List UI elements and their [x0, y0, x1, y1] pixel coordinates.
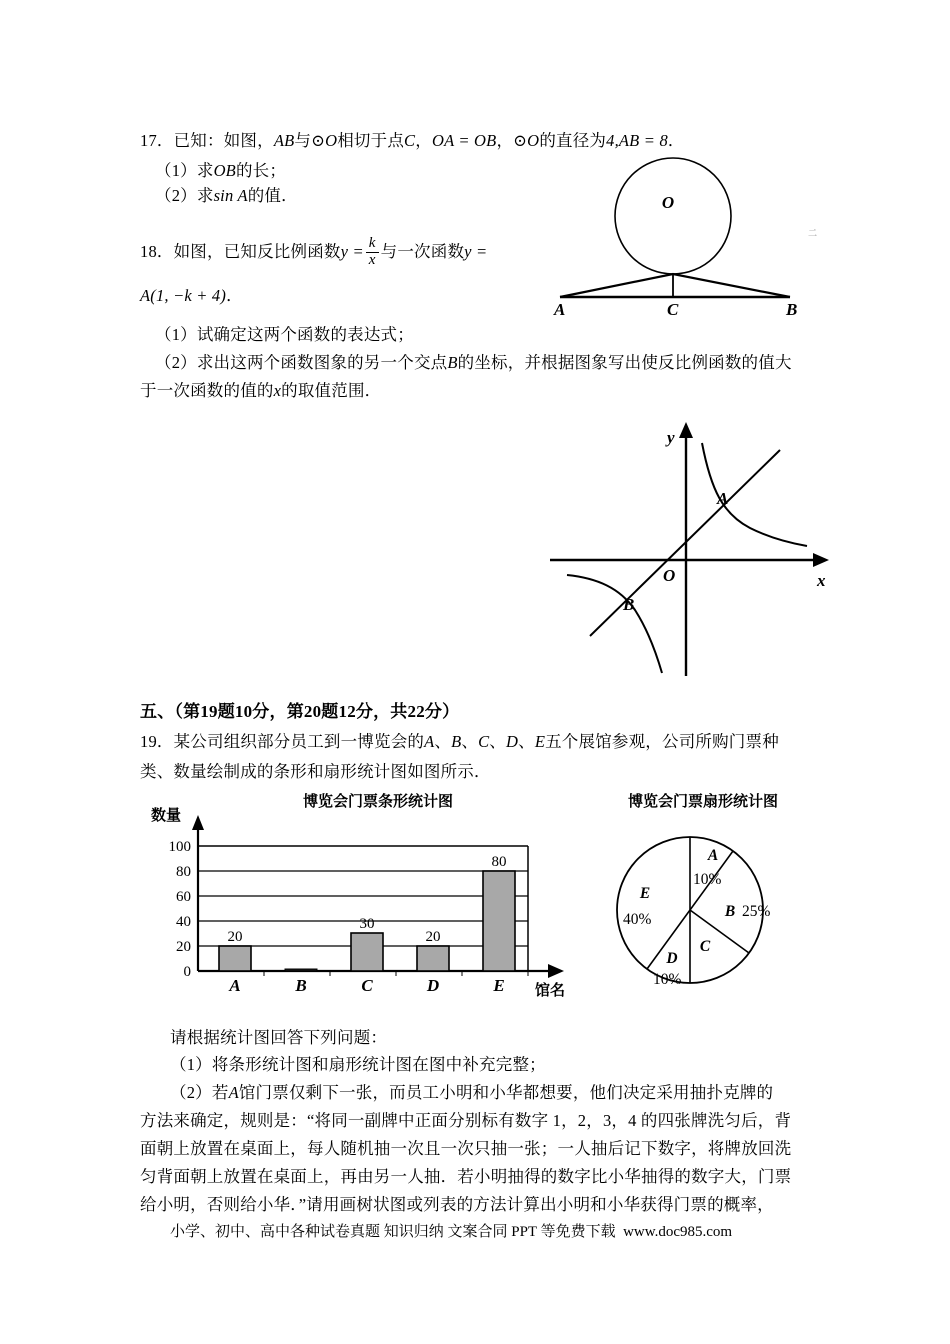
sub-2-prefix: （2）求 — [155, 186, 214, 205]
category-label-d: D — [426, 976, 440, 995]
fraction-numerator: k — [368, 235, 376, 251]
problem-19-line-1 — [140, 727, 779, 757]
bar-chart-title: 博览会门票条形统计图 — [302, 794, 454, 810]
point-b-ref: B — [447, 353, 458, 372]
bar-c — [351, 933, 383, 971]
problem-17-text-b: 与 — [294, 131, 312, 150]
point-label-b: B — [623, 595, 635, 614]
problem-17-text-c: 相切于点 — [337, 131, 405, 150]
point-c: C — [404, 131, 416, 150]
ytick-label-60: 60 — [176, 889, 191, 905]
problem-18-sub-1: （1）试确定这两个函数的表达式； — [155, 325, 414, 344]
problem-18-text-a: ．如图，已知反比例函数 — [156, 242, 341, 262]
bar-a — [219, 946, 251, 971]
problem-18-sub-2 — [155, 348, 792, 378]
category-label-c: C — [361, 976, 373, 995]
figure-label-c: C — [667, 300, 679, 319]
ytick-label-40: 40 — [176, 914, 191, 930]
sub-2-body: 馆门票仅剩下一张，而员工小明和小华都想要，他们决定采用抽扑克牌的 — [238, 1083, 774, 1102]
bar-chart-xlabel: 馆名 — [535, 983, 566, 999]
y-axis-arrowhead — [679, 422, 693, 438]
equation-oa-ob: OA = OB — [431, 131, 497, 150]
pie-chart-title: 博览会门票扇形统计图 — [627, 794, 779, 810]
variable-x: x — [273, 381, 282, 400]
problem-18-line-1 — [140, 237, 487, 270]
problem-19-line-2: 类、数量绘制成的条形和扇形统计图如图所示． — [140, 762, 491, 781]
sub-2-expr: sin A — [213, 186, 248, 205]
problem-17-period: ． — [667, 131, 685, 150]
problem-17-text-f: 的直径为 — [539, 131, 607, 150]
segment-ab: AB — [273, 131, 295, 150]
problem-19-sub-2-line-1 — [170, 1078, 773, 1108]
bar-d — [417, 946, 449, 971]
problem-19-prompt: 请根据统计图回答下列问题： — [170, 1028, 388, 1047]
problem-19-sub-2-line-4: 匀背面朝上放置在桌面上，再由另一人抽．若小明抽得的数字比小华抽得的数字大，门票 — [140, 1167, 792, 1186]
bar-value-e: 80 — [491, 854, 507, 870]
figure-label-b: B — [786, 300, 798, 319]
bar-value-a: 20 — [227, 929, 243, 945]
ytick-label-20: 20 — [176, 939, 191, 955]
pie-chart — [575, 788, 840, 1003]
inverse-function-y: y = — [340, 242, 364, 262]
bar-value-d: 20 — [425, 929, 441, 945]
pie-percent-a: 10% — [693, 871, 722, 888]
sub-1-expr: OB — [213, 161, 236, 180]
circle-o — [615, 158, 731, 274]
bar-value-c: 30 — [359, 916, 375, 932]
pie-percent-b: 25% — [742, 903, 771, 920]
hyperbola-branch-q3 — [567, 575, 662, 673]
pie-percent-d: 10% — [653, 971, 682, 988]
problem-19-text-b: 五个展馆参观，公司所购门票种 — [545, 732, 779, 751]
pie-label-d: D — [666, 950, 678, 967]
sub-2-suffix: 的值． — [247, 186, 298, 205]
problem-18-period: ． — [226, 286, 243, 305]
sep-1: 、 — [434, 732, 452, 751]
venue-a-ref: A — [228, 1083, 239, 1102]
bar-e — [483, 871, 515, 971]
pie-percent-e: 40% — [623, 911, 652, 928]
point-a-coordinates: A(1, −k + 4) — [140, 286, 227, 305]
venue-d: D — [506, 732, 519, 751]
linear-function-y: y = — [464, 242, 488, 262]
section-5-heading: 五、（第19题10分，第20题12分，共22分） — [140, 702, 460, 721]
problem-18-line-2 — [140, 281, 243, 311]
figure-label-o: O — [661, 193, 675, 212]
bar-chart-y-arrowhead — [192, 815, 204, 830]
problem-18-sub-2-cont — [140, 376, 381, 406]
problem-17-comma-3: , — [614, 131, 619, 150]
sep-2: 、 — [461, 732, 479, 751]
sub-2-text-b: 的坐标，并根据图象写出使反比例函数的值大 — [457, 353, 792, 372]
pie-label-a: A — [707, 847, 719, 864]
problem-19-sub-2-line-5: 给小明，否则给小华．”请用画树状图或列表的方法计算出小明和小华获得门票的概率， — [140, 1195, 774, 1214]
axis-label-y: y — [667, 428, 675, 447]
problem-19-sub-2-line-3: 面朝上放置在桌面上，每人随机抽一次且一次只抽一张；一人抽后记下数字，将牌放回洗 — [140, 1139, 792, 1158]
fraction-denominator: x — [368, 251, 376, 268]
sub-2-prefix: （2）若 — [170, 1083, 229, 1102]
figure-hyperbola-line — [545, 418, 835, 683]
bar-chart-ylabel: 数量 — [151, 808, 182, 824]
problem-17-comma-1: ， — [415, 131, 432, 150]
problem-19-sub-2-line-2: 方法来确定，规则是：“将同一副牌中正面分别标有数字 1，2，3，4 的四张牌洗匀后，背 — [140, 1111, 792, 1130]
ytick-label-100: 100 — [168, 839, 191, 855]
pie-label-c: C — [699, 938, 711, 955]
problem-18-text-b: 与一次函数 — [380, 242, 465, 262]
figure-circle-tangent — [540, 150, 840, 320]
category-label-e: E — [493, 976, 505, 995]
sep-4: 、 — [518, 732, 535, 751]
problem-18-number: 18 — [140, 242, 157, 262]
point-label-a: A — [717, 489, 729, 508]
sub-2-text-d: 的取值范围． — [281, 381, 382, 400]
bar-chart — [143, 788, 573, 1008]
footer-text: 小学、初中、高中各种试卷真题 知识归纳 文案合同 PPT 等免费下载 — [170, 1224, 616, 1240]
problem-17-sub-2 — [155, 181, 298, 211]
problem-19-sub-1: （1）将条形统计图和扇形统计图在图中补充完整； — [170, 1055, 546, 1074]
problem-17-number: 17 — [140, 131, 157, 150]
axis-label-x: x — [817, 571, 826, 590]
ytick-label-0: 0 — [183, 964, 191, 980]
circle-o-symbol-2: ⊙O — [513, 131, 540, 150]
pie-label-b: B — [724, 903, 736, 920]
x-axis-arrowhead — [813, 553, 829, 567]
sub-2-text-c: 于一次函数的值的 — [140, 381, 274, 400]
origin-label-o: O — [663, 566, 676, 585]
sub-1-suffix: 的长； — [235, 161, 287, 180]
problem-17-text-a: ．已知：如图， — [156, 131, 274, 150]
problem-19-number: 19 — [140, 732, 157, 751]
circle-o-symbol: ⊙O — [311, 131, 338, 150]
sep-3: 、 — [489, 732, 506, 751]
venue-c: C — [478, 732, 490, 751]
ytick-label-80: 80 — [176, 864, 191, 880]
page-footer — [170, 1220, 732, 1241]
venue-b: B — [451, 732, 462, 751]
footer-url[interactable]: www.doc985.com — [623, 1224, 733, 1240]
problem-19-text-a: ．某公司组织部分员工到一博览会的 — [156, 732, 425, 751]
bar-b-missing — [285, 969, 317, 971]
margin-mark: 二 — [807, 228, 817, 237]
category-label-b: B — [295, 976, 307, 995]
figure-label-a: A — [554, 300, 566, 319]
fraction-k-over-x — [366, 236, 379, 269]
venue-a: A — [424, 732, 435, 751]
diameter-value: 4 — [606, 131, 615, 150]
sub-1-prefix: （1）求 — [155, 161, 214, 180]
triangle-sides-ao-ob — [560, 274, 790, 297]
sub-2-text-a: （2）求出这两个函数图象的另一个交点 — [155, 353, 448, 372]
pie-label-e: E — [639, 885, 651, 902]
problem-17-comma-2: ， — [496, 131, 514, 150]
venue-e: E — [534, 732, 546, 751]
equation-ab-8: AB = 8 — [618, 131, 668, 150]
bar-chart-x-arrowhead — [548, 964, 564, 978]
category-label-a: A — [229, 976, 241, 995]
